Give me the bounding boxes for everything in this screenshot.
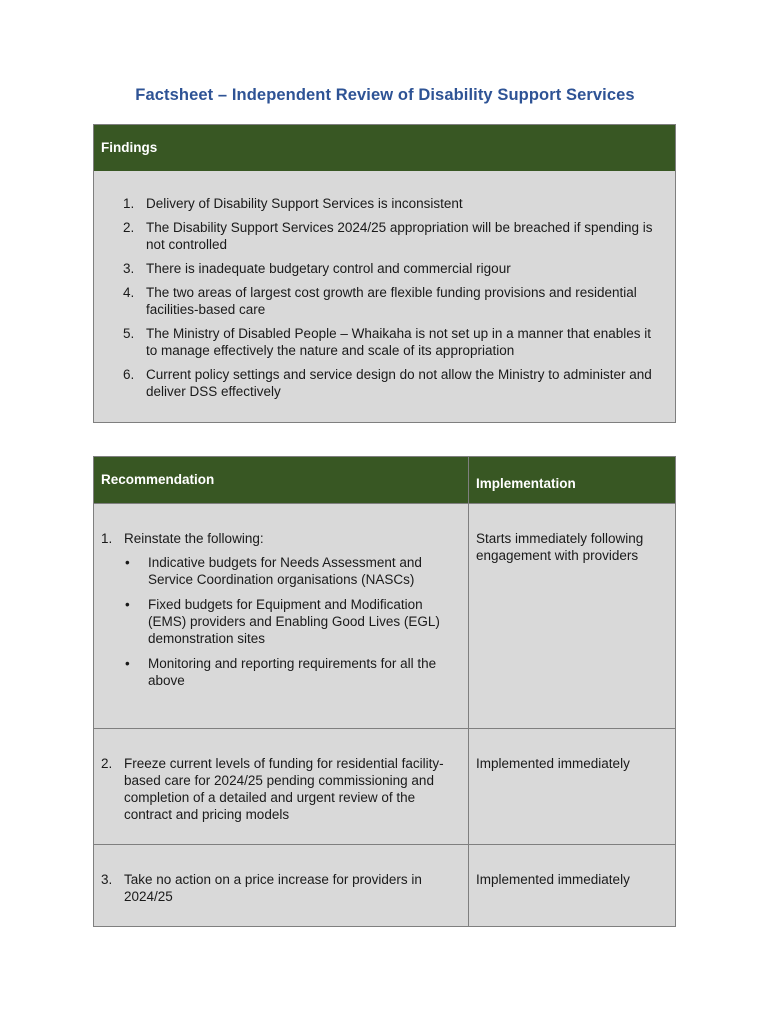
findings-list xyxy=(94,195,675,400)
finding-text: Current policy settings and service design do not allow the Ministry to administer and deliver DSS effectively xyxy=(146,367,652,399)
implementation-cell xyxy=(469,845,676,927)
list-item xyxy=(101,554,458,588)
recommendation-label: Freeze current levels of funding for residential facility-based care for 2024/25 pending commissioning and completion of a detailed and urgent review of the contract and pricing models xyxy=(124,756,444,822)
finding-text: The Ministry of Disabled People – Whaikaha is not set up in a manner that enables it to manage effectively the nature and scale of its appropriation xyxy=(146,326,652,358)
finding-text: The two areas of largest cost growth are flexible funding provisions and residential facilities-based care xyxy=(146,285,637,317)
bullet-text: Indicative budgets for Needs Assessment and Service Coordination organisations (NASCs) xyxy=(148,555,422,587)
finding-number: 1. xyxy=(123,196,135,211)
table-row xyxy=(94,845,676,927)
list-item xyxy=(101,655,458,689)
recommendation-number: 1. xyxy=(101,531,113,546)
finding-text: There is inadequate budgetary control and commercial rigour xyxy=(146,261,511,276)
finding-item xyxy=(94,284,675,318)
page-title: Factsheet – Independent Review of Disability Support Services xyxy=(135,86,635,104)
list-item xyxy=(101,596,458,647)
finding-number: 6. xyxy=(123,367,135,382)
recommendation-cell xyxy=(94,729,469,845)
finding-number: 2. xyxy=(123,220,135,235)
bullet-icon: • xyxy=(125,555,130,570)
table-row xyxy=(94,729,676,845)
recommendation-number: 3. xyxy=(101,872,113,887)
implementation-cell xyxy=(469,504,676,729)
finding-text: The Disability Support Services 2024/25 appropriation will be breached if spending is not controlled xyxy=(146,220,653,252)
recommendations-table xyxy=(93,456,676,927)
recommendation-text xyxy=(101,871,458,905)
findings-header: Findings xyxy=(94,125,675,171)
finding-item xyxy=(94,219,675,253)
implementation-cell xyxy=(469,729,676,845)
recommendations-header-row xyxy=(94,457,676,504)
finding-item xyxy=(94,325,675,359)
recommendation-bullet-list xyxy=(101,554,458,689)
recommendation-label: Reinstate the following: xyxy=(124,531,264,546)
recommendation-label: Take no action on a price increase for providers in 2024/25 xyxy=(124,872,422,904)
recommendation-text xyxy=(101,530,458,547)
bullet-text: Monitoring and reporting requirements for all the above xyxy=(148,656,437,688)
finding-number: 5. xyxy=(123,326,135,341)
bullet-icon: • xyxy=(125,656,130,671)
finding-number: 3. xyxy=(123,261,135,276)
recommendation-column-header: Recommendation xyxy=(94,457,469,504)
recommendation-cell xyxy=(94,845,469,927)
finding-item xyxy=(94,195,675,212)
finding-item xyxy=(94,366,675,400)
table-row xyxy=(94,504,676,729)
recommendation-cell xyxy=(94,504,469,729)
finding-number: 4. xyxy=(123,285,135,300)
implementation-text: Implemented immediately xyxy=(476,872,630,887)
bullet-text: Fixed budgets for Equipment and Modification (EMS) providers and Enabling Good Lives (EGL) demonstration sites xyxy=(148,597,440,646)
recommendation-number: 2. xyxy=(101,756,113,771)
recommendation-text xyxy=(101,755,458,823)
findings-box xyxy=(93,124,676,423)
implementation-text: Starts immediately following engagement with providers xyxy=(476,531,644,563)
findings-body xyxy=(94,171,675,422)
finding-text: Delivery of Disability Support Services is inconsistent xyxy=(146,196,463,211)
finding-item xyxy=(94,260,675,277)
implementation-text: Implemented immediately xyxy=(476,756,630,771)
implementation-column-header: Implementation xyxy=(469,457,676,504)
bullet-icon: • xyxy=(125,597,130,612)
